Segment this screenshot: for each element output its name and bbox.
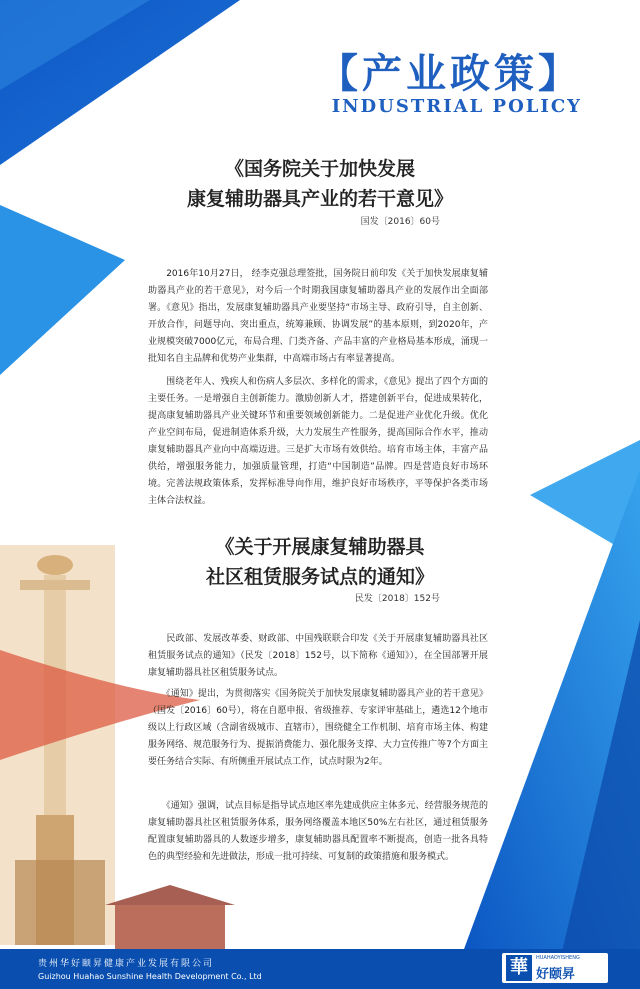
logo-text: 好颐昇 bbox=[536, 967, 576, 982]
section2-title-line2: 社区租赁服务试点的通知》 bbox=[205, 566, 434, 588]
section2-paragraph-2: 《通知》提出，为贯彻落实《国务院关于加快发展康复辅助器具产业的若干意见》（国发〔2016〕60号），将在自愿申报、省级推荐、专家评审基础上，遴选12个地市级以上行政区域（含副省级城市、直辖市），围绕健全工作机制、培育市场主体、构建服务网络、规范服务行为、提振消费能力、强化服务支撑、大力宣传推广等7个方面主要任务结合实际、有所侧重开展试点工作，试点时限为2年。 bbox=[148, 689, 488, 767]
section2-doc-number: 民发〔2018〕152号 bbox=[354, 594, 440, 604]
section1-title-line2: 康复辅助器具产业的若干意见》 bbox=[186, 188, 453, 210]
logo-tiny-text: HUAHAOYISHENG bbox=[536, 955, 580, 961]
header-title: 【产业政策】 bbox=[318, 51, 582, 97]
section1-title-line1: 《国务院关于加快发展 bbox=[224, 158, 415, 180]
left-middle-triangle bbox=[0, 205, 125, 375]
section1-paragraph-1: 2016年10月27日， 经李克强总理签批，国务院日前印发《关于加快发展康复辅助器具产业的若干意见》，对今后一个时期我国康复辅助器具产业的发展作出全面部署。《意见》指出，发展康复辅助器具产业要坚持“市场主导、政府引导，自主创新、开放合作，问题导向、突出重点，统筹兼顾、协调发展”的基本原则，到2020年，产业规模突破7000亿元，布局合理、门类齐备、产品丰富的产业格局基本形成，涌现一批知名自主品牌和优势产业集群，中高端市场占有率显著提高。 bbox=[148, 269, 488, 364]
section2-title-line1: 《关于开展康复辅助器具 bbox=[215, 536, 425, 558]
company-logo bbox=[502, 953, 608, 983]
header-subtitle: INDUSTRIAL POLICY bbox=[331, 96, 582, 117]
section2-paragraph-3: 《通知》强调，试点目标是指导试点地区率先建成供应主体多元、经营服务规范的康复辅助器具社区租赁服务体系，服务网络覆盖本地区50%左右社区，通过租赁服务配置康复辅助器具的人数逐步增多，康复辅助器具配置率不断提高，创造一批各具特色的典型经验和先进做法，形成一批可持续、可复制的政策措施和服务模式。 bbox=[148, 801, 488, 862]
section1-paragraph-2: 围绕老年人、残疾人和伤病人多层次、多样化的需求，《意见》提出了四个方面的主要任务。一是增强自主创新能力。激励创新人才，搭建创新平台，促进成果转化，提高康复辅助器具产业关键环节和重要领域创新能力。二是促进产业优化升级。优化产业空间布局，促进制造体系升级，大力发展生产性服务，提高国际合作水平，推动康复辅助器具产业向中高端迈进。三是扩大市场有效供给。培育市场主体，丰富产品供给，增强服务能力，加强质量管理，打造“中国制造”品牌。四是营造良好市场环境。完善法规政策体系，发挥标准导向作用，维护良好市场秩序，平等保护各类市场主体合法权益。 bbox=[148, 377, 488, 506]
footer-company-cn: 贵州华好颐昇健康产业发展有限公司 bbox=[38, 959, 215, 969]
logo-mark-icon: 華 bbox=[506, 955, 532, 981]
section1-doc-number: 国发〔2016〕60号 bbox=[360, 217, 440, 227]
section2-paragraph-1: 民政部、发展改革委、财政部、中国残联联合印发《关于开展康复辅助器具社区租赁服务试点的通知》（民发〔2018〕152号，以下简称《通知》），在全国部署开展康复辅助器具社区租赁服务试点。 bbox=[148, 634, 488, 678]
footer-company-en: Guizhou Huahao Sunshine Health Development Co., Ltd bbox=[38, 972, 262, 981]
